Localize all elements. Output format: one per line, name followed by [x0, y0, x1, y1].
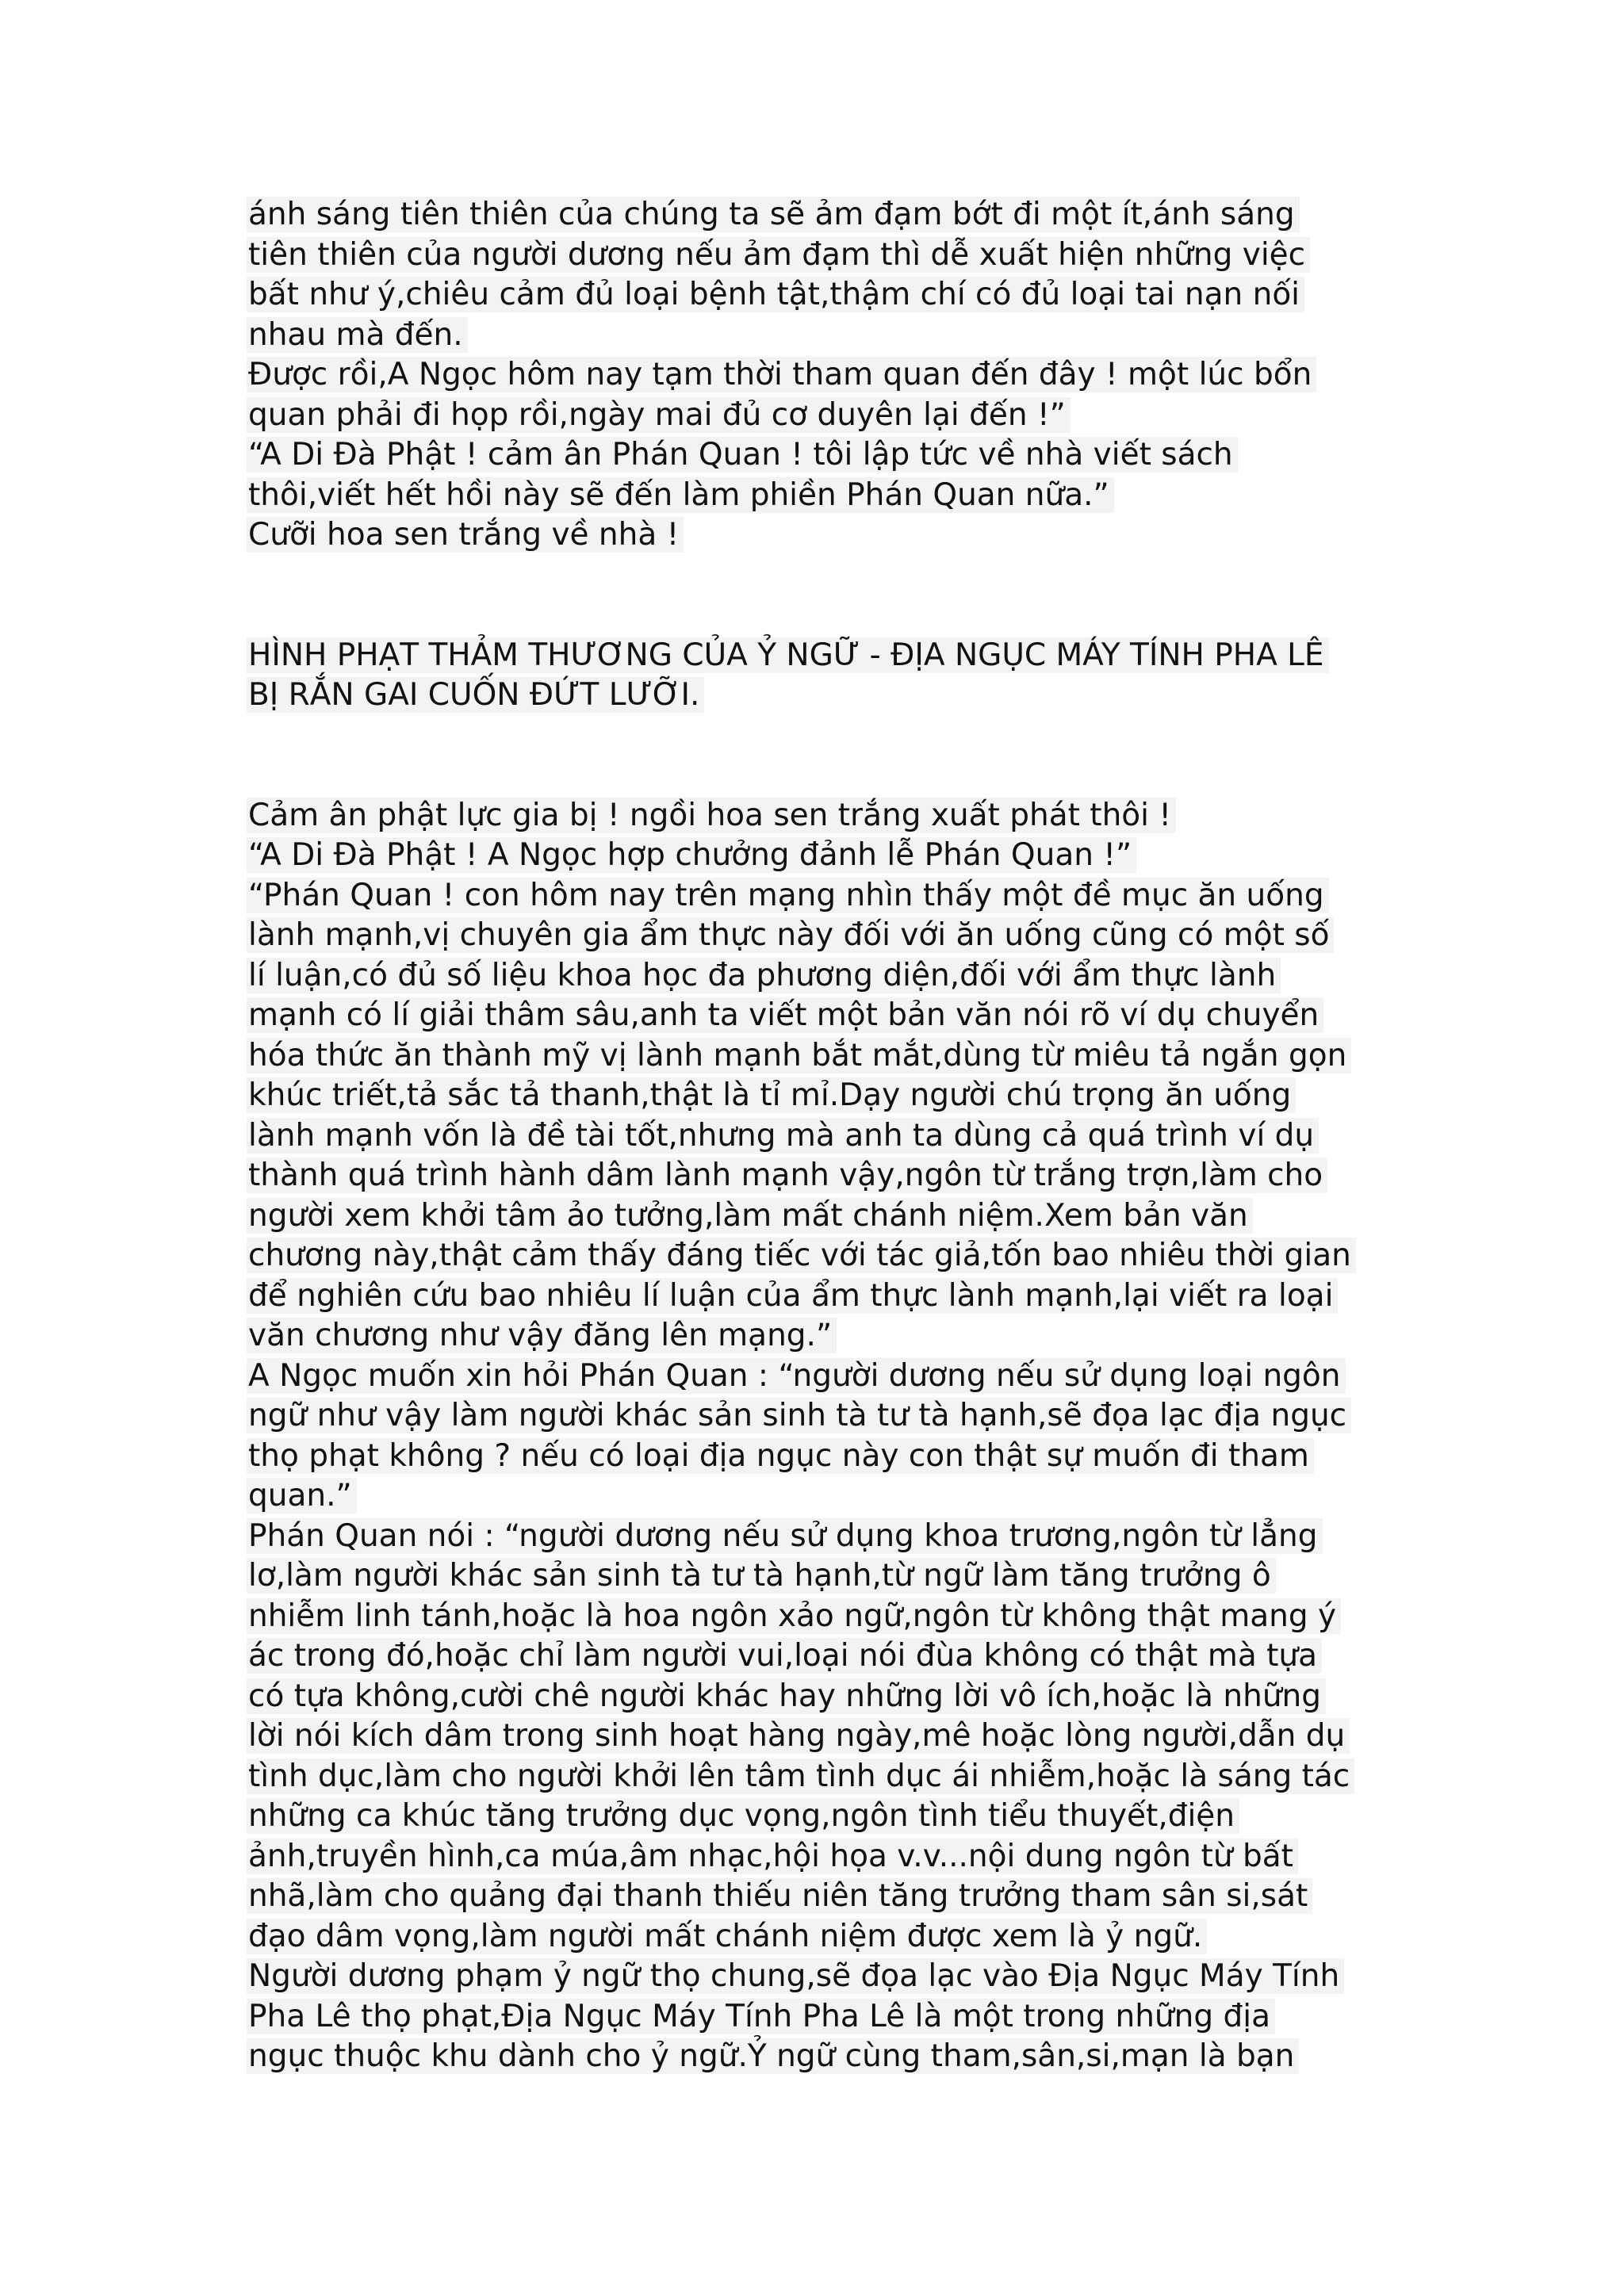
- heading-line: [247, 675, 1412, 716]
- text-line: [247, 1357, 1412, 1397]
- line-text: “A Di Đà Phật ! A Ngọc hợp chưởng đảnh lễ Phán Quan !”: [247, 837, 1136, 873]
- paragraph-block: [247, 796, 1412, 2077]
- line-text: lơ,làm người khác sản sinh tà tư tà hạnh,từ ngữ làm tăng trưởng ô: [247, 1558, 1276, 1594]
- text-line: [247, 1716, 1412, 1757]
- line-text: những ca khúc tăng trưởng dục vọng,ngôn tình tiểu thuyết,điện: [247, 1798, 1239, 1834]
- text-line: [247, 876, 1412, 916]
- text-line: [247, 1636, 1412, 1677]
- line-text: Người dương phạm ỷ ngữ thọ chung,sẽ đọa lạc vào Địa Ngục Máy Tính: [247, 1958, 1344, 1994]
- text-line: [247, 195, 1412, 235]
- text-line: [247, 796, 1412, 836]
- text-line: [247, 515, 1412, 556]
- line-text: ánh sáng tiên thiên của chúng ta sẽ ảm đạm bớt đi một ít,ánh sáng: [247, 197, 1300, 232]
- line-text: A Ngọc muốn xin hỏi Phán Quan : “người dương nếu sử dụng loại ngôn: [247, 1358, 1346, 1394]
- line-text: quan phải đi họp rồi,ngày mai đủ cơ duyên lại đến !”: [247, 397, 1071, 433]
- text-line: [247, 1276, 1412, 1317]
- line-text: Cưỡi hoa sen trắng về nhà !: [247, 517, 684, 553]
- line-text: nhau mà đến.: [247, 317, 468, 353]
- text-line: [247, 396, 1412, 436]
- line-text: nhã,làm cho quảng đại thanh thiếu niên tăng trưởng tham sân si,sát: [247, 1878, 1312, 1914]
- text-line: [247, 476, 1412, 516]
- blank-line: [247, 756, 1412, 796]
- line-text: quan.”: [247, 1478, 357, 1513]
- text-line: [247, 1877, 1412, 1917]
- text-line: [247, 1556, 1412, 1597]
- line-text: ngữ như vậy làm người khác sản sinh tà tư tà hạnh,sẽ đọa lạc địa ngục: [247, 1398, 1351, 1433]
- blank-line: [247, 716, 1412, 756]
- text-line: [247, 1797, 1412, 1837]
- line-text: ác trong đó,hoặc chỉ làm người vui,loại nói đùa không có thật mà tựa: [247, 1638, 1322, 1674]
- blank-line: [247, 556, 1412, 596]
- paragraph-block: [247, 195, 1412, 556]
- line-text: tiên thiên của người dương nếu ảm đạm thì dễ xuất hiện những việc: [247, 237, 1310, 273]
- text-line: [247, 1236, 1412, 1276]
- line-text: BỊ RẮN GAI CUỐN ĐỨT LƯỠI.: [247, 677, 704, 713]
- text-line: [247, 1757, 1412, 1797]
- line-text: khúc triết,tả sắc tả thanh,thật là tỉ mỉ.Dạy người chú trọng ăn uống: [247, 1077, 1296, 1113]
- line-text: hóa thức ăn thành mỹ vị lành mạnh bắt mắt,dùng từ miêu tả ngắn gọn: [247, 1038, 1351, 1073]
- line-text: “A Di Đà Phật ! cảm ân Phán Quan ! tôi lập tức về nhà viết sách: [247, 437, 1238, 473]
- text-line: [247, 1116, 1412, 1157]
- text-line: [247, 1076, 1412, 1116]
- heading-line: [247, 636, 1412, 676]
- text-line: [247, 996, 1412, 1036]
- text-line: [247, 275, 1412, 316]
- line-text: thành quá trình hành dâm lành mạnh vậy,ngôn từ trắng trợn,làm cho: [247, 1158, 1327, 1193]
- text-line: [247, 916, 1412, 956]
- line-text: văn chương như vậy đăng lên mạng.”: [247, 1318, 837, 1353]
- section-heading: [247, 636, 1412, 716]
- line-text: Cảm ân phật lực gia bị ! ngồi hoa sen trắng xuất phát thôi !: [247, 798, 1176, 833]
- line-text: ngục thuộc khu dành cho ỷ ngữ.Ỷ ngữ cùng tham,sân,si,mạn là bạn: [247, 2038, 1299, 2074]
- line-text: “Phán Quan ! con hôm nay trên mạng nhìn thấy một đề mục ăn uống: [247, 878, 1329, 913]
- line-text: tình dục,làm cho người khởi lên tâm tình dục ái nhiễm,hoặc là sáng tác: [247, 1758, 1354, 1794]
- line-text: Được rồi,A Ngọc hôm nay tạm thời tham quan đến đây ! một lúc bổn: [247, 357, 1316, 392]
- line-text: Pha Lê thọ phạt,Địa Ngục Máy Tính Pha Lê là một trong những địa: [247, 1999, 1275, 2034]
- text-line: [247, 1597, 1412, 1637]
- line-text: lí luận,có đủ số liệu khoa học đa phương diện,đối với ẩm thực lành: [247, 958, 1281, 993]
- document-body: [247, 195, 1412, 2077]
- text-line: [247, 435, 1412, 476]
- line-text: thọ phạt không ? nếu có loại địa ngục này con thật sự muốn đi tham: [247, 1438, 1314, 1474]
- text-line: [247, 316, 1412, 356]
- line-text: thôi,viết hết hồi này sẽ đến làm phiền Phán Quan nữa.”: [247, 477, 1114, 513]
- text-line: [247, 1156, 1412, 1196]
- text-line: [247, 1316, 1412, 1357]
- line-text: để nghiên cứu bao nhiêu lí luận của ẩm thực lành mạnh,lại viết ra loại: [247, 1278, 1338, 1314]
- text-line: [247, 1517, 1412, 1557]
- line-text: bất như ý,chiêu cảm đủ loại bệnh tật,thậm chí có đủ loại tai nạn nối: [247, 277, 1304, 312]
- text-line: [247, 1997, 1412, 2038]
- text-line: [247, 1476, 1412, 1517]
- text-line: [247, 355, 1412, 396]
- text-line: [247, 2037, 1412, 2077]
- text-line: [247, 956, 1412, 997]
- text-line: [247, 1837, 1412, 1877]
- text-line: [247, 1957, 1412, 1997]
- text-line: [247, 1036, 1412, 1077]
- line-text: HÌNH PHẠT THẢM THƯƠNG CỦA Ỷ NGỮ - ĐỊA NGỤC MÁY TÍNH PHA LÊ: [247, 637, 1329, 673]
- text-line: [247, 1396, 1412, 1437]
- text-line: [247, 1437, 1412, 1477]
- line-text: mạnh có lí giải thâm sâu,anh ta viết một bản văn nói rõ ví dụ chuyển: [247, 997, 1323, 1033]
- line-text: ảnh,truyền hình,ca múa,âm nhạc,hội họa v.v...nội dung ngôn từ bất: [247, 1839, 1298, 1874]
- line-text: chương này,thật cảm thấy đáng tiếc với tác giả,tốn bao nhiêu thời gian: [247, 1238, 1356, 1273]
- text-line: [247, 235, 1412, 276]
- line-text: nhiễm linh tánh,hoặc là hoa ngôn xảo ngữ,ngôn từ không thật mang ý: [247, 1598, 1341, 1634]
- line-text: Phán Quan nói : “người dương nếu sử dụng khoa trương,ngôn từ lẳng: [247, 1518, 1323, 1554]
- blank-line: [247, 595, 1412, 636]
- line-text: đạo dâm vọng,làm người mất chánh niệm được xem là ỷ ngữ.: [247, 1919, 1207, 1954]
- line-text: lời nói kích dâm trong sinh hoạt hàng ngày,mê hoặc lòng người,dẫn dụ: [247, 1718, 1350, 1754]
- line-text: có tựa không,cười chê người khác hay những lời vô ích,hoặc là những: [247, 1678, 1326, 1714]
- text-line: [247, 1196, 1412, 1237]
- text-line: [247, 836, 1412, 876]
- line-text: lành mạnh vốn là đề tài tốt,nhưng mà anh ta dùng cả quá trình ví dụ: [247, 1118, 1319, 1154]
- text-line: [247, 1677, 1412, 1717]
- line-text: người xem khởi tâm ảo tưởng,làm mất chánh niệm.Xem bản văn: [247, 1198, 1253, 1234]
- line-text: lành mạnh,vị chuyên gia ẩm thực này đối với ăn uống cũng có một số: [247, 917, 1334, 953]
- text-line: [247, 1917, 1412, 1957]
